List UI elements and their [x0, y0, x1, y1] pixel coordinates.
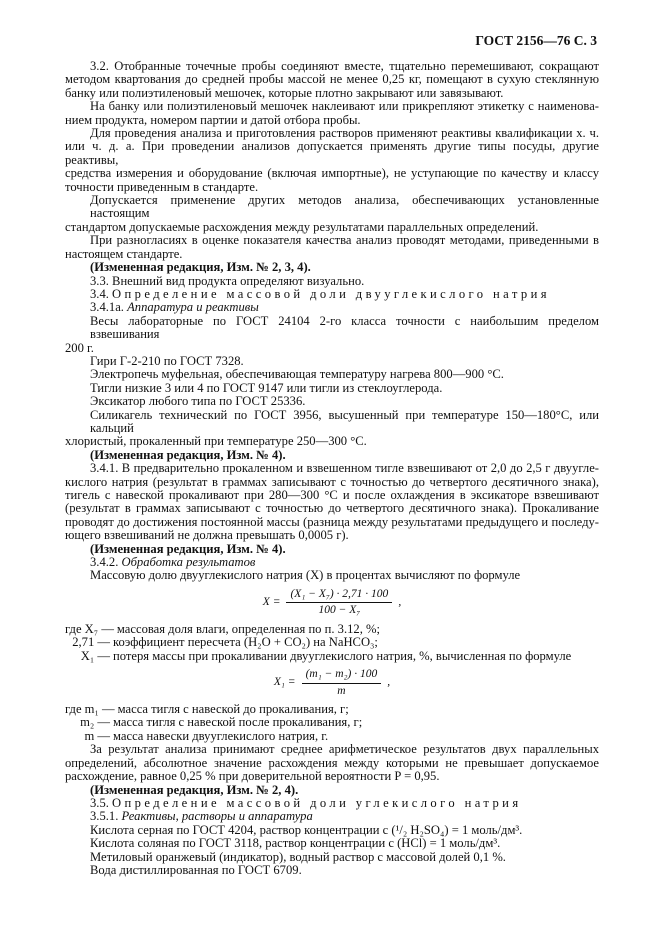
text-line: Весы лабораторные по ГОСТ 24104 2-го класса точности с наибольшим пределом взвешивания — [90, 313, 599, 342]
definition-row — [65, 636, 599, 649]
formula-lhs: X₁ = — [273, 676, 296, 689]
page-header: ГОСТ 2156—76 С. 3 — [475, 33, 597, 48]
text-line: проводят до достижения постоянной массы (разница между результатами предыдущего и последу- — [65, 514, 599, 529]
text-line: ющего взвешиваний не должна превышать 0,0005 г). — [65, 528, 349, 543]
variable-definitions — [65, 623, 599, 663]
text-line: хлористый, прокаленный при температуре 250—300 °С. — [65, 434, 367, 449]
variable-description: массовая доля влаги, определенная по п. 3.12, %; — [116, 621, 380, 636]
paragraph — [65, 127, 599, 194]
paragraph — [65, 355, 599, 368]
text-line: Для проведения анализа и приготовления растворов применяют реактивы квалификации х. ч. — [90, 126, 599, 141]
text-line: расхождение, равное 0,25 % при доверительной вероятности P = 0,95. — [65, 769, 440, 784]
text-line: Метиловый оранжевый (индикатор), водный раствор с массовой долей 0,1 %. — [90, 849, 506, 864]
paragraph — [65, 462, 599, 542]
variable-label: m₂ — — [80, 715, 110, 730]
text-line: Тигли низкие 3 или 4 по ГОСТ 9147 или тигли из стеклоуглерода. — [90, 380, 443, 395]
text-line: стандартом допускаемые расхождения между результатами параллельных определений. — [65, 219, 539, 234]
text-line: средства измерения и оборудование (включая импортные), не уступающие по качеству и классу — [65, 166, 599, 181]
text-line: или ч. д. а. При проведении анализов допускается применять другие типы посуды, другие реактивы, — [65, 139, 599, 167]
text-line: Электропечь муфельная, обеспечивающая температуру нагрева 800—900 °С. — [90, 367, 504, 382]
paragraph — [65, 382, 599, 395]
variable-description: масса тигля с навеской после прокаливания, г; — [113, 715, 363, 730]
text-line: Силикагель технический по ГОСТ 3956, высушенный при температуре 150—180°С, или кальций — [90, 407, 599, 435]
subsection-title: Аппаратура и реактивы — [127, 300, 259, 315]
variable-description: потеря массы при прокаливании двууглекислого натрия, %, вычисленная по формуле — [113, 648, 572, 663]
variable-label: где X₇ — — [65, 621, 114, 636]
definition-row — [65, 623, 599, 636]
amendment-note: (Измененная редакция, Изм. № 4). — [90, 541, 286, 556]
variable-label: m — — [84, 728, 110, 743]
text-line: Эксикатор любого типа по ГОСТ 25336. — [90, 394, 306, 409]
amendment-note: (Измененная редакция, Изм. № 2, 3, 4). — [90, 260, 311, 275]
formula — [65, 583, 599, 623]
definition-row — [65, 650, 599, 663]
subsection-title: Обработка результатов — [121, 555, 256, 570]
paragraph — [65, 824, 599, 837]
section-title: Определение массовой доли двууглекислого натрия — [112, 286, 550, 301]
paragraph — [65, 234, 599, 261]
text-line: Массовую долю двууглекислого натрия (X) в процентах вычисляют по формуле — [90, 568, 521, 583]
text-line: Вода дистиллированная по ГОСТ 6709. — [90, 862, 302, 877]
variable-description: масса тигля с навеской до прокаливания, г; — [117, 702, 349, 717]
text-line: Кислота соляная по ГОСТ 3118, раствор концентрации c (HCl) = 1 моль/дм³. — [90, 836, 501, 851]
text-line: методом квартования до средней пробы массой не менее 0,25 кг, помещают в сухую стеклянную — [65, 72, 599, 87]
subsection-number: 3.5.1. — [90, 809, 119, 824]
amendment-note: (Измененная редакция, Изм. № 2, 4). — [90, 782, 299, 797]
text-line: точности приведенным в стандарте. — [65, 179, 259, 194]
formula-tail: , — [387, 676, 391, 689]
paragraph — [65, 60, 599, 100]
text-line: (результат в граммах записывают с точностью до четвертого десятичного знака). Прокаливание — [65, 501, 599, 516]
text-line: 3.3. Внешний вид продукта определяют визуально. — [90, 273, 365, 288]
fraction — [302, 668, 382, 698]
text-line: Гири Г-2-210 по ГОСТ 7328. — [90, 353, 244, 368]
variable-label: где m₁ — — [65, 702, 115, 717]
section-number: 3.5. — [90, 795, 109, 810]
paragraph — [65, 275, 599, 288]
subsection-number: 3.4.2. — [90, 555, 119, 570]
variable-label: X₁ — — [80, 648, 110, 663]
paragraph — [65, 315, 599, 355]
paragraph — [65, 395, 599, 408]
amendment-note: (Измененная редакция, Изм. № 4). — [90, 447, 286, 462]
text-line: тигель с навеской прокаливают при 280—300 °С и после охлаждения в эксикаторе взвешивают — [65, 488, 599, 502]
section-title: Определение массовой доли углекислого натрия — [112, 795, 522, 810]
text-line: При разногласиях в оценке показателя качества анализ проводят методами, приведенными в — [90, 233, 599, 248]
text-line: настоящем стандарте. — [65, 246, 183, 261]
subsection-heading — [65, 556, 599, 569]
numerator: (X₁ − X₇) · 2,71 · 100 — [286, 588, 392, 603]
text-line: 3.2. Отобранные точечные пробы соединяют вместе, тщательно перемешивают, сокращают — [90, 59, 599, 73]
section-heading — [65, 288, 599, 301]
variable-label: 2,71 — — [72, 635, 110, 650]
definition-row — [65, 716, 599, 729]
formula — [65, 663, 599, 703]
numerator: (m₁ − m₂) · 100 — [302, 668, 382, 683]
variable-description: масса навески двууглекислого натрия, г. — [113, 728, 329, 743]
text-line: банку или полиэтиленовый мешочек, которые плотно закрывают или завязывают. — [65, 85, 504, 100]
text-line: нием продукта, номером партии и датой отбора пробы. — [65, 112, 361, 127]
subsection-heading — [65, 810, 599, 823]
paragraph — [65, 569, 599, 582]
text-line: кислого натрия (результат в граммах записывают с точностью до четвертого десятичного знака), — [65, 474, 599, 489]
document-body — [65, 60, 599, 877]
text-line: определений, абсолютное значение расхождения между которыми не превышает допускаемое — [65, 755, 599, 770]
text-line: На банку или полиэтиленовый мешочек наклеивают или прикрепляют этикетку с наименова- — [90, 99, 599, 114]
subsection-heading — [65, 301, 599, 314]
variable-definitions — [65, 703, 599, 743]
denominator: 100 − X₇ — [318, 604, 361, 617]
definition-row — [65, 703, 599, 716]
paragraph — [65, 194, 599, 234]
text-line: 200 г. — [65, 340, 94, 355]
paragraph — [65, 368, 599, 381]
denominator: m — [337, 684, 346, 697]
text-line: Допускается применение других методов анализа, обеспечивающих установленные настоящим — [90, 193, 599, 221]
subsection-number: 3.4.1а. — [90, 300, 124, 315]
paragraph — [65, 409, 599, 449]
variable-description: коэффициент пересчета (H₂O + CO₂) на NaHCO₃; — [113, 635, 378, 650]
section-number: 3.4. — [90, 286, 109, 301]
paragraph — [65, 864, 599, 877]
subsection-title: Реактивы, растворы и аппаратура — [121, 809, 313, 824]
paragraph — [65, 100, 599, 127]
text-line: 3.4.1. В предварительно прокаленном и взвешенном тигле взвешивают от 2,0 до 2,5 г двуугле- — [90, 461, 599, 476]
formula-tail: , — [398, 596, 402, 609]
text-line: За результат анализа принимают среднее арифметическое результатов двух параллельных — [90, 742, 599, 757]
section-heading — [65, 797, 599, 810]
paragraph — [65, 743, 599, 783]
text-line: Кислота серная по ГОСТ 4204, раствор концентрации c (¹/₂ H₂SO₄) = 1 моль/дм³. — [90, 822, 523, 837]
paragraph — [65, 837, 599, 850]
definition-row — [65, 730, 599, 743]
paragraph — [65, 851, 599, 864]
fraction — [286, 588, 392, 618]
formula-lhs: X = — [262, 596, 281, 609]
